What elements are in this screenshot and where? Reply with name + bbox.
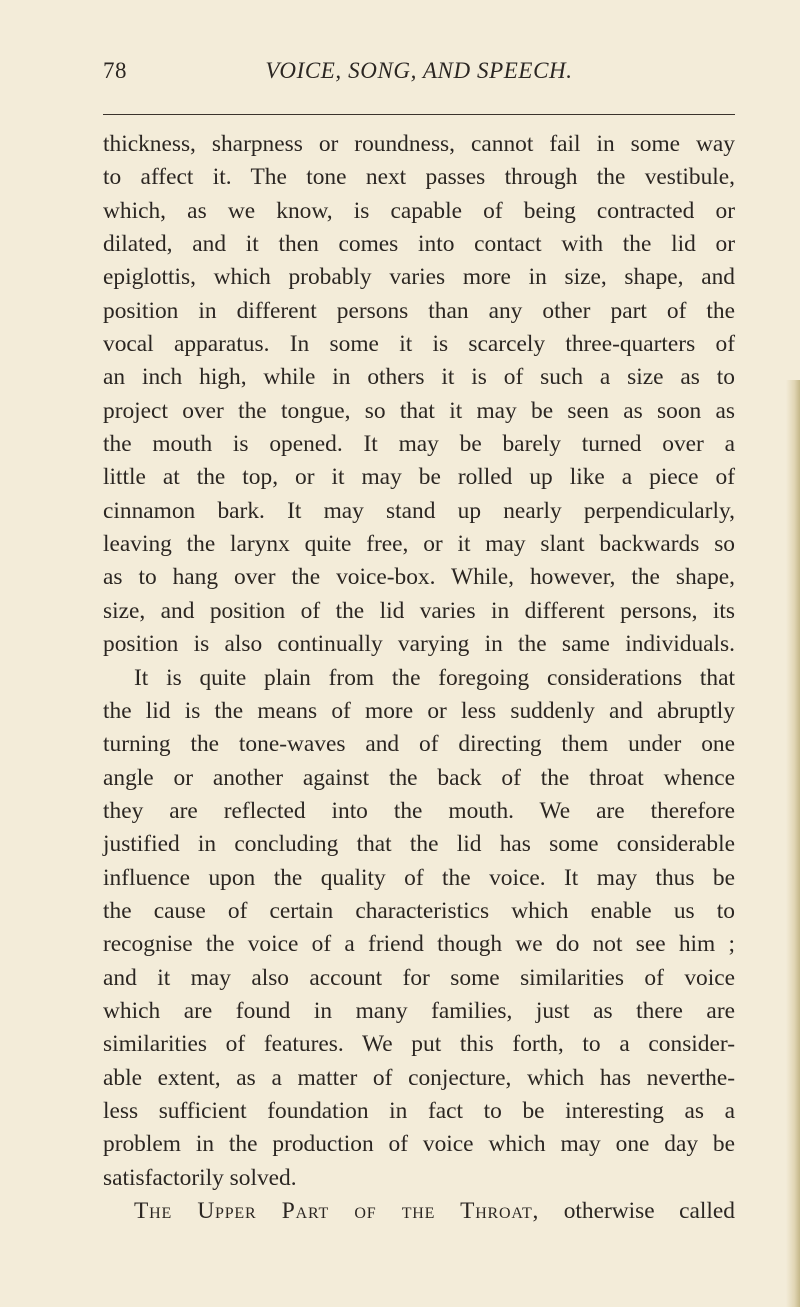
text-line: influence upon the quality of the voice. It may thus be xyxy=(103,864,735,891)
text-line: which are found in many families, just as there are xyxy=(103,997,735,1024)
text-line: cinnamon bark. It may stand up nearly perpendicularly, xyxy=(103,497,735,524)
text-line: the cause of certain characteristics which enable us to xyxy=(103,897,735,924)
text-line: position is also continually varying in the same individuals. xyxy=(103,631,735,658)
text-line: vocal apparatus. In some it is scarcely three-quarters of xyxy=(103,331,735,358)
text-line: an inch high, while in others it is of such a size as to xyxy=(103,364,735,391)
text-line: as to hang over the voice-box. While, however, the shape, xyxy=(103,564,735,591)
text-line: epiglottis, which probably varies more in size, shape, and xyxy=(103,264,735,291)
running-head xyxy=(103,58,735,102)
section-heading-small-caps: The Upper Part of the Throat, xyxy=(134,1198,540,1224)
text-line: justified in concluding that the lid has some considerable xyxy=(103,831,735,858)
text-line: dilated, and it then comes into contact with the lid or xyxy=(103,231,735,258)
text-line: recognise the voice of a friend though we do not see him ; xyxy=(103,931,735,958)
text-line: thickness, sharpness or roundness, cannot fail in some way xyxy=(103,131,735,157)
text-line: size, and position of the lid varies in different persons, its xyxy=(103,597,735,624)
text-line: they are reflected into the mouth. We are therefore xyxy=(103,797,735,824)
text-line: It is quite plain from the foregoing considerations that xyxy=(134,664,735,691)
text-line: angle or another against the back of the throat whence xyxy=(103,764,735,791)
page-edge-shadow xyxy=(786,380,800,1307)
text-line: able extent, as a matter of conjecture, which has neverthe- xyxy=(103,1064,735,1091)
page-number: 78 xyxy=(103,58,127,83)
header-rule xyxy=(103,114,735,115)
text-line: less sufficient foundation in fact to be interesting as a xyxy=(103,1097,735,1124)
running-title: VOICE, SONG, AND SPEECH. xyxy=(265,58,573,83)
text-line: satisfactorily solved. xyxy=(103,1164,297,1191)
text-line: and it may also account for some similarities of voice xyxy=(103,964,735,991)
text-line: position in different persons than any other part of the xyxy=(103,297,735,324)
text-line: problem in the production of voice which may one day be xyxy=(103,1131,735,1158)
text-line: little at the top, or it may be rolled up like a piece of xyxy=(103,464,735,491)
text-line: leaving the larynx quite free, or it may slant backwards so xyxy=(103,531,735,558)
text-line: the mouth is opened. It may be barely turned over a xyxy=(103,431,735,458)
text-line: to affect it. The tone next passes through the vestibule, xyxy=(103,164,735,191)
body-text xyxy=(103,128,735,1228)
section-lead-line xyxy=(103,1195,735,1228)
text-line: similarities of features. We put this forth, to a consider- xyxy=(103,1031,735,1058)
text-line: the lid is the means of more or less suddenly and abruptly xyxy=(103,697,735,724)
section-lead-rest: otherwise called xyxy=(539,1198,735,1224)
text-line: which, as we know, is capable of being contracted or xyxy=(103,197,735,224)
text-line: turning the tone-waves and of directing them under one xyxy=(103,731,735,758)
text-line: project over the tongue, so that it may be seen as soon as xyxy=(103,397,735,424)
